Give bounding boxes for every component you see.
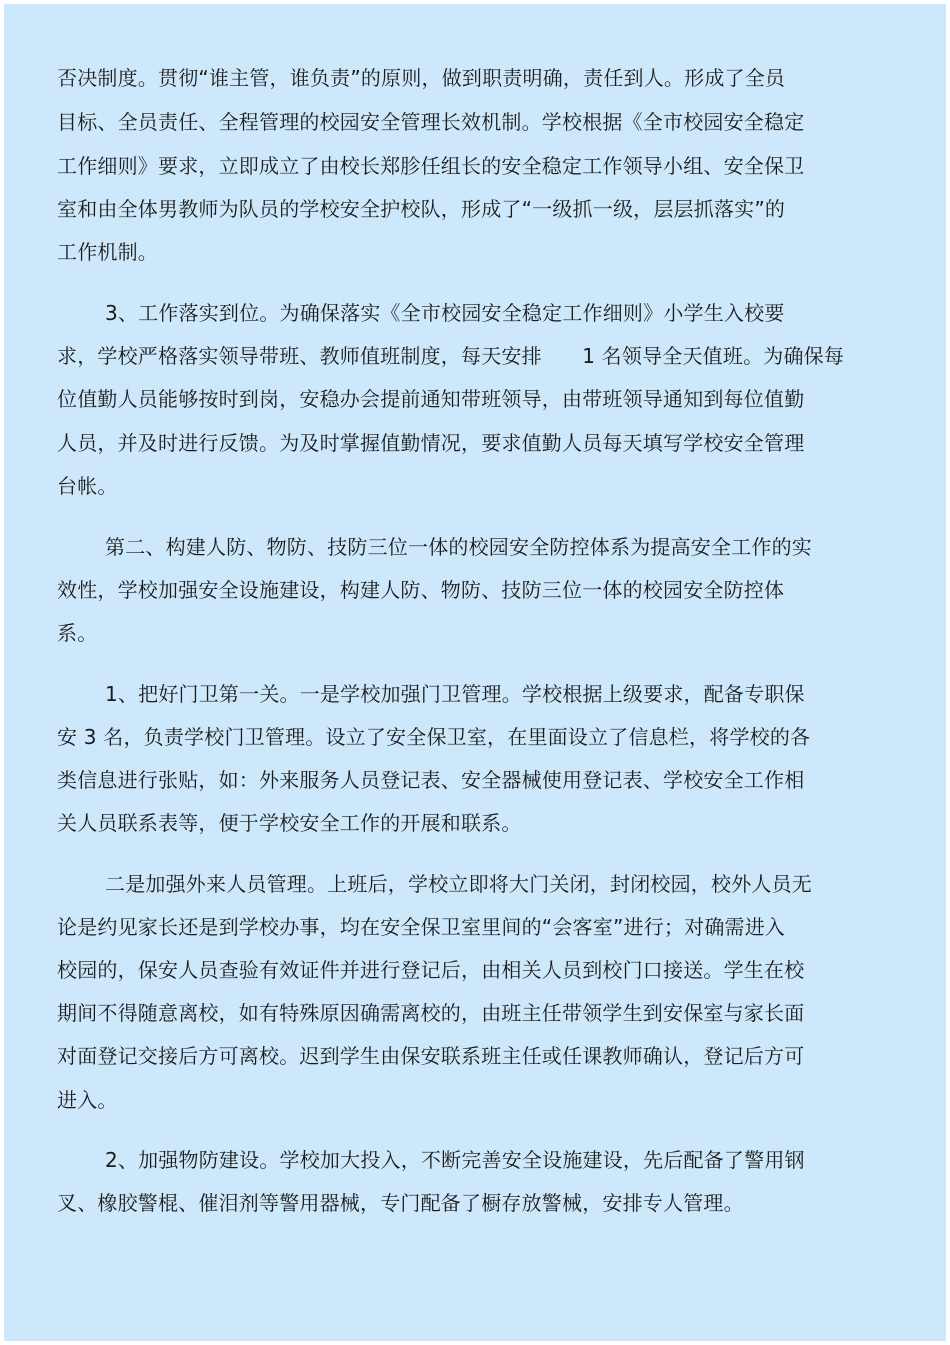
text-line: 效性，学校加强安全设施建设，构建人防、物防、技防三位一体的校园安全防控体 [57, 578, 785, 602]
text-line: 目标、全员责任、全程管理的校园安全管理长效机制。学校根据《全市校园安全稳定 [57, 110, 805, 134]
text-line: 工作机制。 [57, 240, 158, 264]
text-line: 系。 [57, 621, 98, 645]
text-line: 期间不得随意离校，如有特殊原因确需离校的，由班主任带领学生到安保室与家长面 [57, 1001, 805, 1025]
text-line: 求，学校严格落实领导带班、教师值班制度，每天安排 1 名领导全天值班。为确保每 [57, 344, 845, 368]
text-line: 叉、橡胶警棍、催泪剂等警用器械，专门配备了橱存放警械，安排专人管理。 [57, 1191, 744, 1215]
text-line: 室和由全体男教师为队员的学校安全护校队，形成了“一级抓一级，层层抓落实”的 [57, 197, 786, 221]
text-line: 类信息进行张贴，如：外来服务人员登记表、安全器械使用登记表、学校安全工作相 [57, 768, 805, 792]
text-body [4, 4, 946, 1341]
text-line: 对面登记交接后方可离校。迟到学生由保安联系班主任或任课教师确认，登记后方可 [57, 1044, 805, 1068]
text-line: 工作细则》要求，立即成立了由校长郑胗任组长的安全稳定工作领导小组、安全保卫 [57, 154, 805, 178]
text-line: 论是约见家长还是到学校办事，均在安全保卫室里间的“会客室”进行；对确需进入 [57, 915, 786, 939]
text-line: 人员，并及时进行反馈。为及时掌握值勤情况，要求值勤人员每天填写学校安全管理 [57, 431, 805, 455]
text-line: 2、加强物防建设。学校加大投入，不断完善安全设施建设，先后配备了警用钢 [105, 1148, 805, 1172]
text-line: 校园的，保安人员查验有效证件并进行登记后，由相关人员到校门口接送。学生在校 [57, 958, 805, 982]
text-line: 位值勤人员能够按时到岗，安稳办会提前通知带班领导，由带班领导通知到每位值勤 [57, 387, 805, 411]
text-line: 3、工作落实到位。为确保落实《全市校园安全稳定工作细则》小学生入校要 [105, 301, 785, 325]
text-line: 二是加强外来人员管理。上班后，学校立即将大门关闭，封闭校园，校外人员无 [105, 872, 812, 896]
text-line: 安 3 名，负责学校门卫管理。设立了安全保卫室，在里面设立了信息栏，将学校的各 [57, 725, 811, 749]
text-line: 关人员联系表等，便于学校安全工作的开展和联系。 [57, 811, 522, 835]
text-line: 第二、构建人防、物防、技防三位一体的校园安全防控体系为提高安全工作的实 [105, 535, 812, 559]
text-line: 台帐。 [57, 474, 118, 498]
text-line: 否决制度。贯彻“谁主管，谁负责”的原则，做到职责明确，责任到人。形成了全员 [57, 66, 786, 90]
document-page [4, 4, 946, 1341]
text-line: 进入。 [57, 1088, 118, 1112]
text-line: 1、把好门卫第一关。一是学校加强门卫管理。学校根据上级要求，配备专职保 [105, 682, 805, 706]
